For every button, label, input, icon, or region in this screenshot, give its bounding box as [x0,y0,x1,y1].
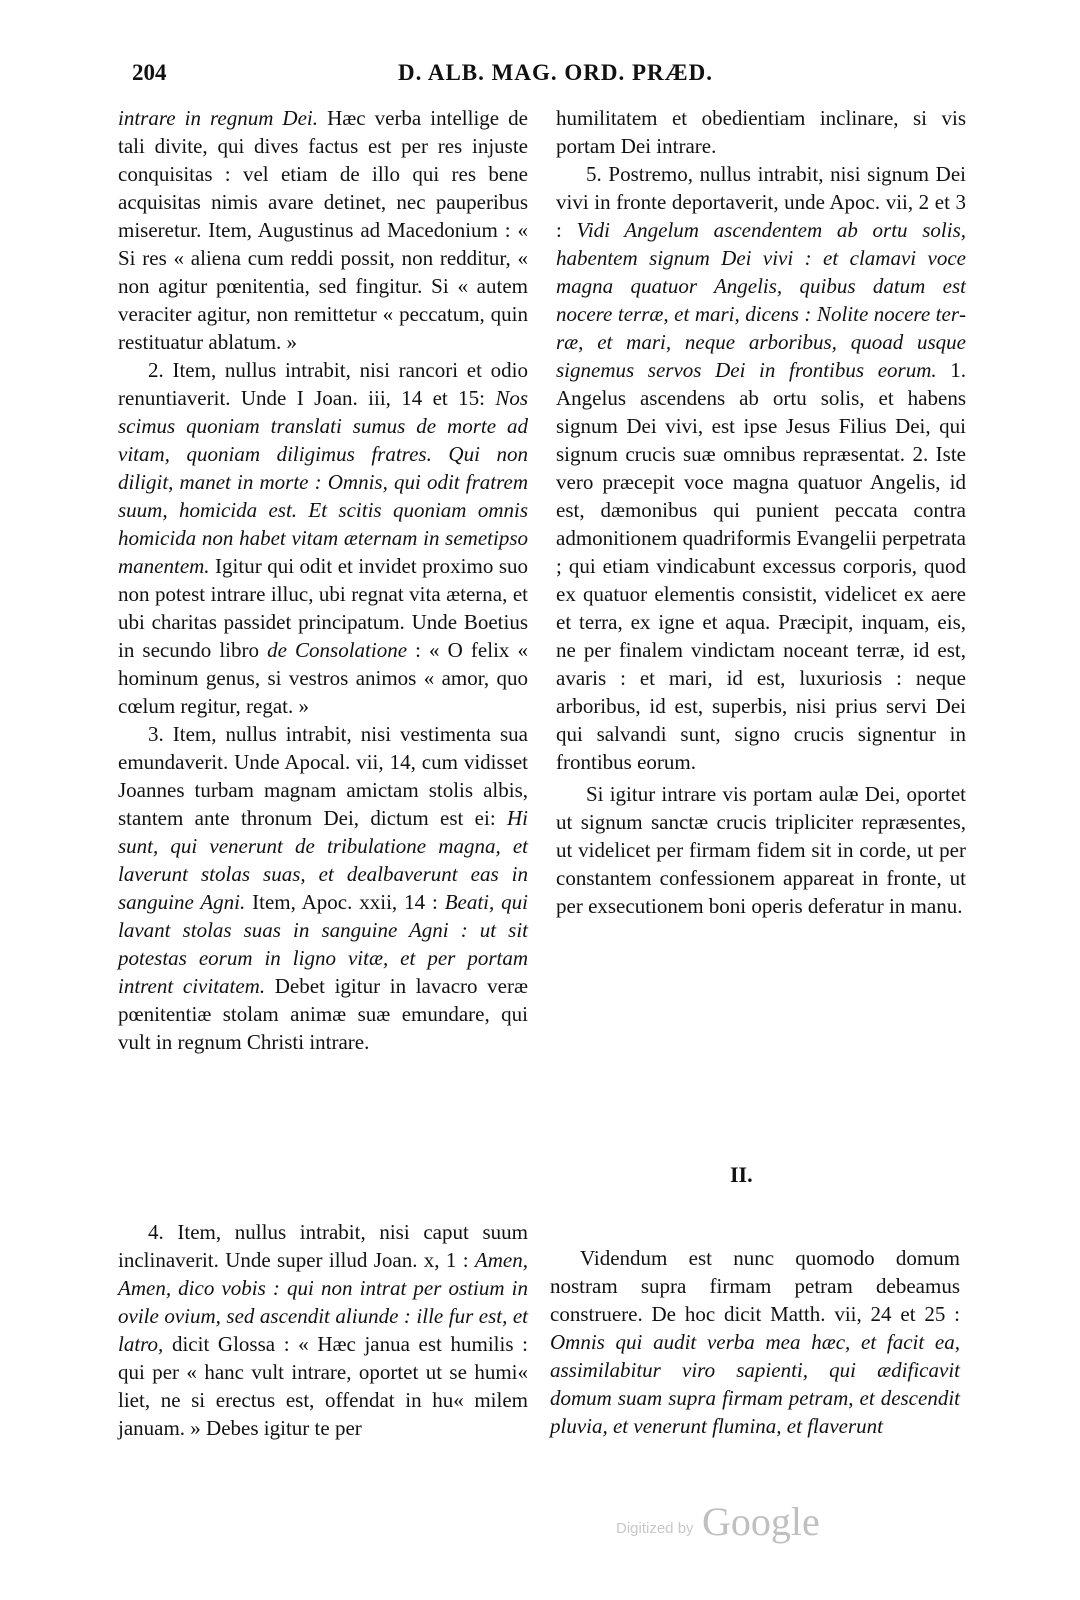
left-column-top [118,104,528,1056]
section-number: II. [730,1162,753,1187]
running-title: D. ALB. MAG. ORD. PRÆD. [398,60,713,85]
left-column-bottom [118,1218,528,1442]
paragraph: Si igitur intrare vis portam aulæ Dei, oportet ut signum sanctæ crucis tripliciter repræsentes, ut videlicet per firmam fidem sit in corde, ut per constantem confessionem appareat in fronte, ut per exsecutionem boni operis deferatur in manu. [556,782,966,918]
google-logo: Google [702,1499,820,1544]
paragraph: humilitatem et obedientiam inclinare, si vis portam Dei intrare. [556,106,966,158]
digitized-by-label: Digitized by [616,1520,694,1537]
right-column-bottom [550,1244,960,1440]
paragraph: 3. Item, nullus intrabit, nisi vestimenta sua emundaverit. Unde Apocal. vii, 14, cum vidisset Joannes turbam magnam amictam stolis albis, stantem ante thronum Dei, dictum est ei: Hi sunt, qui venerunt de tribulatione magna, et laverunt stolas suas, et dealbaverunt eas in sanguine Agni. Item, Apoc. xxii, 14 : Beati, qui lavant stolas suas in sanguine Agni : ut sit potestas eorum in ligno vitæ, et per portam intrent civitatem. Debet igitur in lavacro veræ pœnitentiæ stolam animæ suæ emundare, qui vult in regnum Christi intrare. [118,722,529,1054]
paragraph: 2. Item, nullus intrabit, nisi rancori et odio renuntiaverit. Unde I Joan. iii, 14 et 15: Nos scimus quoniam translati sumus de morte ad vitam, quoniam diligimus fratres. Qui non diligit, manet in morte : Omnis, qui odit fratrem suum, homicida est. Et scitis quoniam omnis homicida non habet vitam æternam in semetipso manentem. Igitur qui odit et invidet proximo suo non potest intrare illuc, ubi regnat vita æterna, et ubi charitas passidet principatum. Unde Boetius in secundo libro de Consolatione : « O felix « hominum genus, si vestros animos « amor, quo cœlum regitur, regat. » [118,358,529,718]
paragraph: 5. Postremo, nullus intrabit, nisi signum Dei vivi in fronte deportaverit, unde Apoc. vii, 2 et 3 : Vidi Angelum ascendentem ab ortu solis, habentem signum Dei vivi : et clamavi voce magna quatuor Angelis, quibus datum est nocere terræ, et mari, dicens : Nolite nocere terræ, et mari, neque arboribus, quoad usque signemus servos Dei in frontibus eorum. 1. Angelus ascendens ab ortu solis, et habens signum Dei vivi, est ipse Jesus Filius Dei, qui signum crucis suæ omnibus repræsentat. 2. Iste vero præcepit voce magna quatuor Angelis, id est, dæmonibus qui punient peccata contra admonitionem quadriformis Evangelii perpetrata ; qui etiam vindicabunt excessus corporis, quod ex quatuor elementis consistit, videlicet ex aere et terra, ex igne et aqua. Præcipit, inquam, eis, ne per finalem vindictam noceant terræ, id est, avaris : et mari, id est, luxuriosis : neque arboribus, id est, superbis, nisi prius servi Dei qui salvandi sunt, signo crucis signentur in frontibus eorum. [556,162,966,774]
digitized-by-watermark [616,1498,856,1548]
right-column-top [556,104,966,920]
paragraph: Videndum est nunc quomodo domum nostram supra firmam petram debeamus construere. De hoc dicit Matth. vii, 24 et 25 : Omnis qui audit verba mea hæc, et facit ea, assimilabitur viro sapienti, qui ædificavit domum suam supra firmam petram, et descendit pluvia, et venerunt flumina, et flaverunt [550,1246,960,1438]
paragraph: 4. Item, nullus intrabit, nisi caput suum inclinaverit. Unde super illud Joan. x, 1 : Amen, Amen, dico vobis : qui non intrat per ostium in ovile ovium, sed ascendit aliunde : ille fur est, et latro, dicit Glossa : « Hæc janua est humilis : qui per « hanc vult intrare, oportet ut se humi« liet, ne si erectus est, offendat in hu« milem januam. » Debes igitur te per [118,1220,528,1440]
paragraph: intrare in regnum Dei. Hæc verba intellige de tali divite, qui dives factus est per res injuste conquisitas : vel etiam de illo qui res bene acquisitas nimis avare detinet, nec pauperibus miseretur. Item, Augustinus ad Macedonium : « Si res « aliena cum reddi possit, non redditur, « non agitur pœnitentia, sed fingitur. Si « autem veraciter agitur, non remittetur « peccatum, quin restituatur ablatum. » [118,106,529,354]
page-header [128,60,960,100]
page-number: 204 [132,60,167,85]
